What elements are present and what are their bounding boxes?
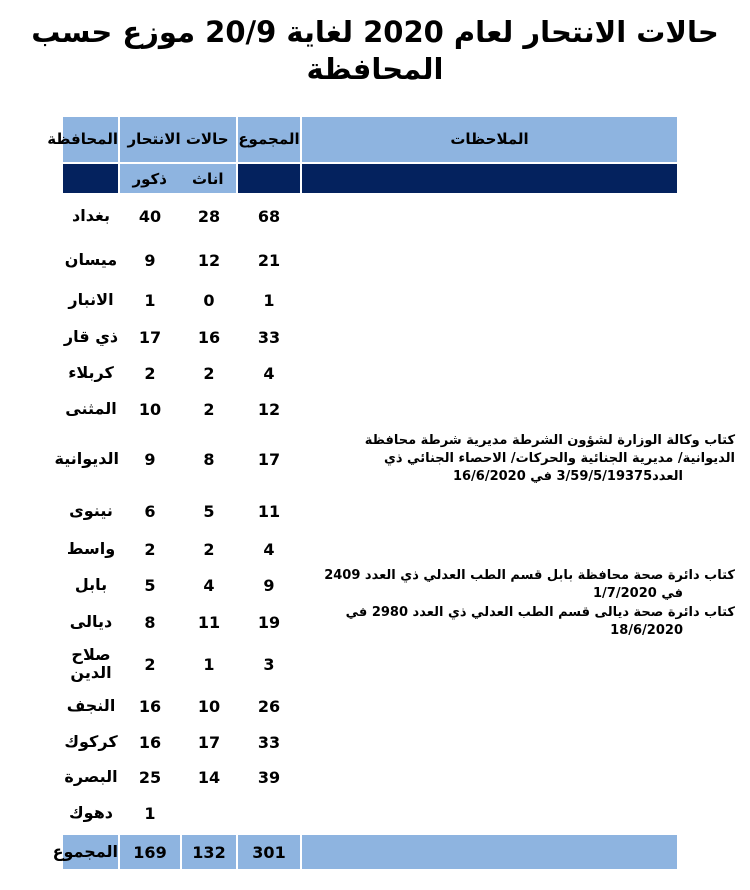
- cell-females: 4: [181, 567, 237, 603]
- header-cell-notes: الملاحظات: [301, 117, 678, 163]
- cell-note: [301, 725, 678, 760]
- cell-total: 33: [237, 319, 301, 356]
- cell-governorate: بابل: [63, 567, 119, 603]
- cell-males: 2: [119, 356, 181, 390]
- table-body: [54, 193, 735, 834]
- page-title-line1: حالات الانتحار لعام 2020 لغاية 20/9 موزع حسب: [31, 15, 719, 49]
- table-row: [63, 567, 678, 603]
- cell-females: 12: [181, 239, 237, 281]
- note-block: [301, 604, 735, 640]
- cell-females: 28: [181, 193, 237, 239]
- cell-females: 5: [181, 490, 237, 532]
- table-row: [63, 319, 678, 356]
- header-cell-total: المجموع: [237, 117, 301, 163]
- table-row: [63, 725, 678, 760]
- cell-females: 1: [181, 641, 237, 687]
- cell-governorate: المثنى: [63, 390, 119, 428]
- cell-males: 9: [119, 428, 181, 490]
- footer-notes-cell: [301, 834, 678, 869]
- cell-governorate: كربلاء: [63, 356, 119, 390]
- cell-females: 2: [181, 390, 237, 428]
- subheader-males-label: ذكور: [132, 169, 167, 188]
- cell-note: [301, 319, 678, 356]
- cell-females: 0: [181, 281, 237, 319]
- cell-females: 2: [181, 356, 237, 390]
- cell-governorate: ديالى: [63, 603, 119, 641]
- cell-note: [301, 193, 678, 239]
- subheader-row: [63, 163, 678, 193]
- table-row: [63, 532, 678, 567]
- cell-governorate: دهوك: [63, 794, 119, 834]
- cell-note: [301, 356, 678, 390]
- cell-males: 10: [119, 390, 181, 428]
- cell-males: 16: [119, 687, 181, 725]
- page-title: [0, 14, 750, 88]
- cell-note: [301, 687, 678, 725]
- cell-total: [237, 794, 301, 834]
- cell-total: 1: [237, 281, 301, 319]
- note-line: الديوانية/ مديرية الجنائية والحركات/ الاحصاء الجنائي ذي: [383, 451, 735, 466]
- cell-males: 40: [119, 193, 181, 239]
- note-line: 18/6/2020: [610, 623, 683, 638]
- cell-governorate: صلاح الدين: [63, 641, 119, 687]
- cell-total: 3: [237, 641, 301, 687]
- table-row: [63, 356, 678, 390]
- table-row: [63, 603, 678, 641]
- cell-males: 16: [119, 725, 181, 760]
- note-line: كتاب دائرة صحة ديالى قسم الطب العدلي ذي العدد 2980 في: [345, 605, 735, 620]
- cell-note: [301, 794, 678, 834]
- cell-governorate: واسط: [63, 532, 119, 567]
- footer-label: المجموع: [63, 834, 119, 869]
- cell-governorate: ميسان: [63, 239, 119, 281]
- cell-females: 2: [181, 532, 237, 567]
- cell-total: 11: [237, 490, 301, 532]
- note-line: العدد3/59/5/19375 في 16/6/2020: [452, 469, 683, 484]
- cell-governorate: النجف: [63, 687, 119, 725]
- cell-males: 25: [119, 760, 181, 794]
- footer-row: [63, 834, 678, 869]
- cell-total: 26: [237, 687, 301, 725]
- header-cell-cases: حالات الانتحار: [119, 117, 237, 163]
- table-row: [63, 428, 678, 490]
- cell-males: 8: [119, 603, 181, 641]
- cell-males: 2: [119, 641, 181, 687]
- table-row: [63, 239, 678, 281]
- table-row: [63, 641, 678, 687]
- header-cell-governorate: المحافظة: [63, 117, 119, 163]
- table-foot: [52, 834, 678, 869]
- cell-note: [301, 567, 735, 603]
- cell-females: 14: [181, 760, 237, 794]
- table-head: [47, 117, 678, 193]
- footer-females: 132: [181, 834, 237, 869]
- cell-note: [301, 603, 735, 641]
- cell-males: 17: [119, 319, 181, 356]
- cell-males: 1: [119, 794, 181, 834]
- cell-females: 11: [181, 603, 237, 641]
- cell-note: [301, 641, 678, 687]
- cell-females: [181, 794, 237, 834]
- cell-governorate: الديوانية: [63, 428, 119, 490]
- cell-total: 21: [237, 239, 301, 281]
- table-row: [63, 490, 678, 532]
- cell-males: 2: [119, 532, 181, 567]
- table-row: [63, 281, 678, 319]
- cell-males: 1: [119, 281, 181, 319]
- cell-total: 9: [237, 567, 301, 603]
- table-row: [63, 390, 678, 428]
- subheader-notes-spacer: [301, 163, 678, 193]
- cell-total: 17: [237, 428, 301, 490]
- cell-governorate: كركوك: [63, 725, 119, 760]
- cell-note: [301, 428, 735, 490]
- subheader-gender-cell: [119, 163, 237, 193]
- note-line: في 1/7/2020: [593, 586, 683, 601]
- note-line: كتاب وكالة الوزارة لشؤون الشرطة مديرية شرطة محافظة: [364, 433, 735, 448]
- subheader-females-label: اناث: [191, 169, 224, 188]
- cell-total: 12: [237, 390, 301, 428]
- table-row: [63, 760, 678, 794]
- note-block: [301, 432, 735, 486]
- cell-governorate: الانبار: [63, 281, 119, 319]
- cell-note: [301, 760, 678, 794]
- note-line: كتاب دائرة صحة محافظة بابل قسم الطب العدلي ذي العدد 2409: [324, 568, 735, 583]
- table-row: [63, 794, 678, 834]
- cell-governorate: ذي قار: [63, 319, 119, 356]
- cell-governorate: بغداد: [63, 193, 119, 239]
- subheader-governorate-spacer: [63, 163, 119, 193]
- gender-labels: [120, 170, 236, 188]
- note-block: [301, 567, 735, 603]
- cell-total: 33: [237, 725, 301, 760]
- cell-governorate: نينوى: [63, 490, 119, 532]
- header-row: [63, 117, 678, 163]
- cell-females: 10: [181, 687, 237, 725]
- cell-females: 17: [181, 725, 237, 760]
- cell-note: [301, 532, 678, 567]
- cell-note: [301, 490, 678, 532]
- table-row: [63, 687, 678, 725]
- footer-males: 169: [119, 834, 181, 869]
- cell-total: 68: [237, 193, 301, 239]
- cell-total: 4: [237, 356, 301, 390]
- cell-note: [301, 390, 678, 428]
- subheader-total-spacer: [237, 163, 301, 193]
- page-title-line2: المحافظة: [306, 52, 444, 87]
- cell-females: 8: [181, 428, 237, 490]
- cell-males: 6: [119, 490, 181, 532]
- cell-total: 39: [237, 760, 301, 794]
- table-row: [63, 193, 678, 239]
- footer-total: 301: [237, 834, 301, 869]
- cell-note: [301, 281, 678, 319]
- cell-males: 5: [119, 567, 181, 603]
- cell-total: 4: [237, 532, 301, 567]
- cell-note: [301, 239, 678, 281]
- cell-males: 9: [119, 239, 181, 281]
- cell-governorate: البصرة: [63, 760, 119, 794]
- cell-females: 16: [181, 319, 237, 356]
- cell-total: 19: [237, 603, 301, 641]
- suicide-table: [47, 117, 735, 869]
